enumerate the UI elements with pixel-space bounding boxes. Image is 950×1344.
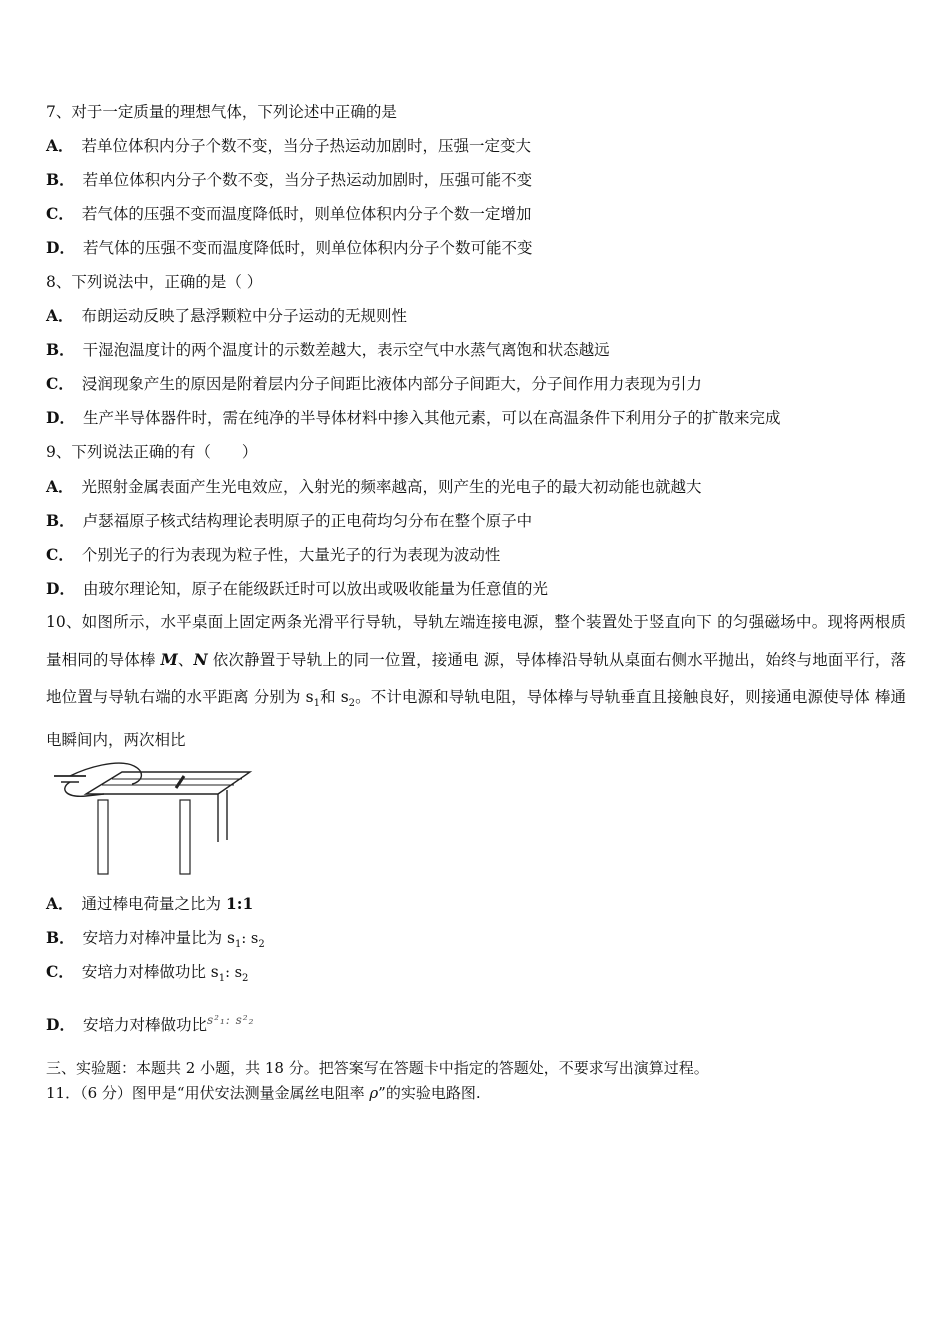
q9-option-a[interactable] <box>46 477 702 497</box>
q8-option-d[interactable] <box>46 408 780 428</box>
option-text: 若气体的压强不变而温度降低时，则单位体积内分子个数可能不变 <box>82 239 533 257</box>
q9-stem: 9、下列说法正确的有（ ） <box>46 443 258 461</box>
option-text: 由玻尔理论知，原子在能级跃迁时可以放出或吸收能量为任意值的光 <box>82 580 548 598</box>
q11-text: 11．（6 分）图甲是“用伏安法测量金属丝电阻率 <box>46 1084 370 1102</box>
ratio-separator: : s <box>225 965 243 981</box>
option-label: D． <box>46 408 75 427</box>
ratio-separator: : s <box>241 931 259 947</box>
option-label: D． <box>46 238 75 257</box>
subscript-1: 1 <box>235 939 242 951</box>
option-label: A． <box>46 136 74 155</box>
option-text: 光照射金属表面产生光电效应，入射光的频率越高，则产生的光电子的最大初动能也就越大 <box>81 478 702 496</box>
subscript-2: 2 <box>258 939 265 951</box>
option-label: A． <box>46 306 74 325</box>
q8-option-a[interactable] <box>46 306 407 326</box>
rod-n-label: N <box>193 650 208 669</box>
q9-option-d[interactable] <box>46 579 548 599</box>
option-text: 若单位体积内分子个数不变，当分子热运动加剧时，压强一定变大 <box>81 137 532 155</box>
option-label: C． <box>46 962 74 981</box>
option-text: 浸润现象产生的原因是附着层内分子间距比液体内部分子间距大，分子间作用力表现为引力 <box>81 375 702 393</box>
option-label: B． <box>46 928 75 947</box>
q10-stem <box>46 604 906 759</box>
subscript-1: 1 <box>313 698 320 710</box>
option-text: 生产半导体器件时，需在纯净的半导体材料中掺入其他元素，可以在高温条件下利用分子的扩散来完成 <box>82 409 781 427</box>
option-text: 干湿泡温度计的两个温度计的示数差越大，表示空气中水蒸气离饱和状态越远 <box>82 341 610 359</box>
q10-stem-part4: 。不计电源和导轨电阻，导体棒与导轨垂直且接触良好，则接通电源使导体 棒通电瞬间内，两次相比 <box>46 688 907 750</box>
option-text: 若单位体积内分子个数不变，当分子热运动加剧时，压强可能不变 <box>82 171 533 189</box>
option-label: C． <box>46 545 74 564</box>
q10-stem-part1: 10、如图所示，水平桌面上固定两条光滑平行导轨，导轨左端连接电源，整个装置处于竖直向下 的匀强磁场中。现将两根质量相同的导体棒 <box>46 613 906 669</box>
option-label: B． <box>46 511 75 530</box>
option-label: B． <box>46 170 75 189</box>
q7-option-c[interactable] <box>46 204 531 224</box>
option-text: 安培力对棒做功比 <box>82 1016 207 1034</box>
subscript-2: 2 <box>348 698 356 710</box>
option-text: 安培力对棒冲量比为 s <box>82 929 235 947</box>
option-text: 安培力对棒做功比 s <box>81 963 219 981</box>
table-rails-figure <box>46 758 261 876</box>
option-text: 个别光子的行为表现为粒子性，大量光子的行为表现为波动性 <box>81 546 501 564</box>
option-label: D． <box>46 1015 75 1034</box>
q11-stem <box>46 1083 481 1103</box>
option-label: D． <box>46 579 75 598</box>
q10-stem-part3: 和 s <box>319 688 349 706</box>
ratio-value: 1:1 <box>225 894 254 913</box>
q10-option-a[interactable] <box>46 894 253 914</box>
formula-s-squared-ratio: s²₁: s²₂ <box>206 1013 255 1027</box>
option-label: A． <box>46 894 74 913</box>
option-text: 若气体的压强不变而温度降低时，则单位体积内分子个数一定增加 <box>81 205 532 223</box>
q10-separator: 、 <box>177 651 194 669</box>
q9-option-b[interactable] <box>46 511 532 531</box>
q7-option-a[interactable] <box>46 136 531 156</box>
q10-option-b[interactable] <box>46 928 265 955</box>
option-label: B． <box>46 340 75 359</box>
q9-option-c[interactable] <box>46 545 500 565</box>
rod-m-label: M <box>160 650 178 669</box>
section-3-heading: 三、实验题：本题共 2 小题，共 18 分。把答案写在答题卡中指定的答题处，不要求写出演算过程。 <box>46 1059 709 1077</box>
option-text: 通过棒电荷量之比为 <box>81 895 226 913</box>
q11-text-tail: ”的实验电路图. <box>378 1084 481 1102</box>
option-text: 卢瑟福原子核式结构理论表明原子的正电荷均匀分布在整个原子中 <box>82 512 533 530</box>
q7-option-b[interactable] <box>46 170 532 190</box>
subscript-1: 1 <box>218 973 226 985</box>
rho-symbol: ρ <box>369 1084 379 1102</box>
q10-option-d[interactable] <box>46 1010 254 1035</box>
option-label: A． <box>46 477 74 496</box>
q8-option-b[interactable] <box>46 340 610 360</box>
q10-stem-part2: 依次静置于导轨上的同一位置，接通电 源，导体棒沿导轨从桌面右侧水平抛出，始终与地面平行，落地位置与导轨右端的水平距离 分别为 s <box>46 651 906 706</box>
option-label: C． <box>46 204 74 223</box>
q7-stem: 7、对于一定质量的理想气体，下列论述中正确的是 <box>46 103 397 121</box>
option-text: 布朗运动反映了悬浮颗粒中分子运动的无规则性 <box>81 307 408 325</box>
figure-drawing <box>54 763 250 874</box>
q8-stem: 8、下列说法中，正确的是（ ） <box>46 273 263 291</box>
q8-option-c[interactable] <box>46 374 702 394</box>
subscript-2: 2 <box>242 973 249 985</box>
q7-option-d[interactable] <box>46 238 532 258</box>
option-label: C． <box>46 374 74 393</box>
q10-option-c[interactable] <box>46 962 248 989</box>
